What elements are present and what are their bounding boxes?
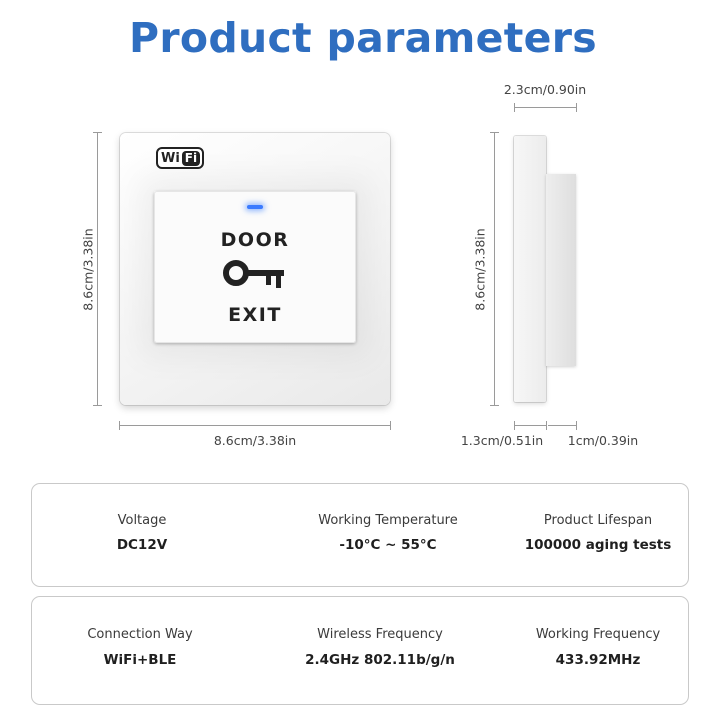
spec-working-frequency xyxy=(508,597,688,704)
front-height-tick-bottom xyxy=(93,405,102,406)
spec-working-temperature xyxy=(288,484,488,586)
led-indicator xyxy=(247,205,263,209)
spec-value: 2.4GHz 802.11b/g/n xyxy=(305,652,455,668)
wifi-logo-wi: Wi xyxy=(161,150,180,166)
front-height-label: 8.6cm/3.38in xyxy=(80,228,96,311)
side-depth-line xyxy=(514,107,577,108)
front-width-tick-left xyxy=(119,421,120,430)
exit-switch-side-base xyxy=(514,136,546,402)
wifi-logo xyxy=(156,147,204,169)
spec-value: 433.92MHz xyxy=(555,652,641,668)
spec-product-lifespan xyxy=(508,484,688,586)
exit-text: EXIT xyxy=(228,304,282,326)
front-width-line xyxy=(119,425,391,426)
exit-switch-side-button xyxy=(546,174,576,366)
spec-label: Voltage xyxy=(117,513,167,528)
side-depth-tick-right xyxy=(576,103,577,112)
exit-button-face xyxy=(154,191,356,343)
side-base-line xyxy=(514,425,546,426)
key-icon xyxy=(222,257,288,295)
spec-label: Working Temperature xyxy=(318,513,458,528)
spec-label: Working Frequency xyxy=(535,627,661,642)
exit-switch-front xyxy=(120,133,390,405)
spec-label: Connection Way xyxy=(87,627,193,642)
spec-panel-connectivity xyxy=(31,596,689,705)
spec-value: -10°C ~ 55°C xyxy=(339,537,437,553)
side-button-tick-right xyxy=(576,421,577,430)
spec-value: WiFi+BLE xyxy=(103,652,177,668)
spec-value: DC12V xyxy=(116,537,168,553)
side-height-label: 8.6cm/3.38in xyxy=(472,228,488,311)
front-height-line xyxy=(97,132,98,406)
spec-wireless-frequency xyxy=(280,597,480,704)
spec-label: Wireless Frequency xyxy=(317,627,443,642)
front-width-label: 8.6cm/3.38in xyxy=(213,433,297,448)
front-width-tick-right xyxy=(390,421,391,430)
spec-voltage xyxy=(62,484,222,586)
side-height-tick-top xyxy=(490,132,499,133)
spec-panel-electrical xyxy=(31,483,689,587)
spec-value: 100000 aging tests xyxy=(524,537,672,553)
side-button-label: 1cm/0.39in xyxy=(567,433,639,448)
side-base-tick-left xyxy=(514,421,515,430)
wifi-logo-fi: Fi xyxy=(182,151,200,166)
spec-connection-way xyxy=(60,597,220,704)
side-depth-label: 2.3cm/0.90in xyxy=(503,82,587,97)
front-height-tick-top xyxy=(93,132,102,133)
side-base-label: 1.3cm/0.51in xyxy=(460,433,544,448)
door-text: DOOR xyxy=(220,229,290,251)
spec-label: Product Lifespan xyxy=(543,513,653,528)
side-height-tick-bottom xyxy=(490,405,499,406)
page-title: Product parameters xyxy=(128,14,597,62)
side-depth-tick-left xyxy=(514,103,515,112)
side-height-line xyxy=(494,132,495,406)
side-button-line xyxy=(548,425,576,426)
side-base-tick-right xyxy=(546,421,547,430)
